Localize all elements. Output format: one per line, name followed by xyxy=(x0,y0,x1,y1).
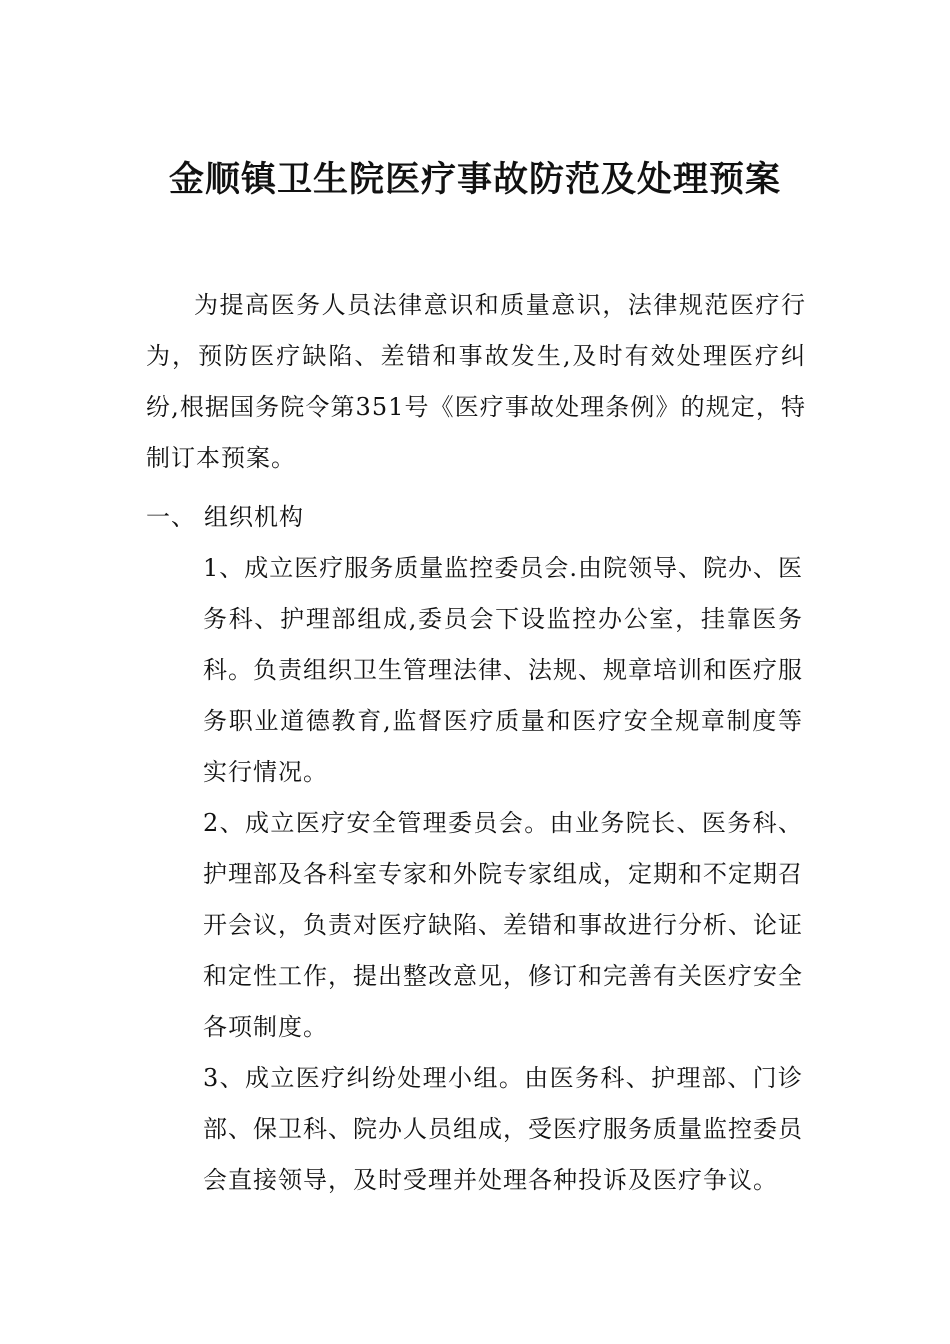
list-item: 2、成立医疗安全管理委员会。由业务院长、医务科、护理部及各科室专家和外院专家组成，定期和不定期召开会议，负责对医疗缺陷、差错和事故进行分析、论证和定性工作，提出整改意见，修订和完善有关医疗安全各项制度。 xyxy=(203,809,803,1041)
list-item: 1、成立医疗服务质量监控委员会.由院领导、院办、医务科、护理部组成,委员会下设监控办公室，挂靠医务科。负责组织卫生管理法律、法规、规章培训和医疗服务职业道德教育,监督医疗质量和医疗安全规章制度等实行情况。 xyxy=(203,554,803,786)
section-items xyxy=(203,543,803,1206)
intro-paragraph: 为提高医务人员法律意识和质量意识，法律规范医疗行为，预防医疗缺陷、差错和事故发生,及时有效处理医疗纠纷,根据国务院令第351号《医疗事故处理条例》的规定，特制订本预案。 xyxy=(146,291,806,472)
section-heading-text: 组织机构 xyxy=(204,503,304,531)
list-item: 3、成立医疗纠纷处理小组。由医务科、护理部、门诊部、保卫科、院办人员组成，受医疗服务质量监控委员会直接领导，及时受理并处理各种投诉及医疗争议。 xyxy=(203,1064,803,1194)
section-number: 一、 xyxy=(146,503,196,531)
section-heading xyxy=(146,492,304,543)
document-title: 金顺镇卫生院医疗事故防范及处理预案 xyxy=(168,159,781,200)
